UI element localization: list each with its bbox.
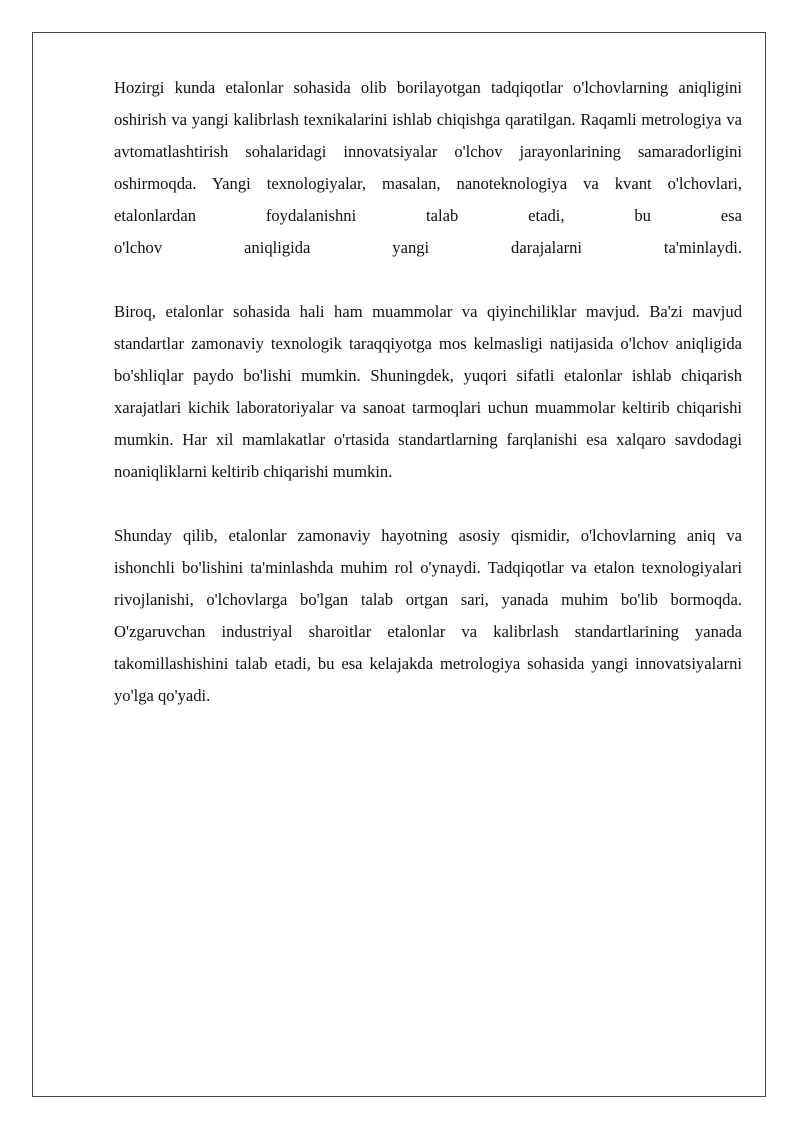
document-body	[114, 72, 742, 744]
paragraph-1	[114, 72, 742, 264]
paragraph-3: Shunday qilib, etalonlar zamonaviy hayotning asosiy qismidir, o'lchovlarning aniq va ishonchli bo'lishini ta'minlashda muhim rol o'ynaydi. Tadqiqotlar va etalon texnologiyalari rivojlanishi, o'lchovlarga bo'lgan talab ortgan sari, yanada muhim bo'lib bormoqda. O'zgaruvchan industriyal sharoitlar etalonlar va kalibrlash standartlarining yanada takomillashishini talab etadi, bu esa kelajakda metrologiya sohasida yangi innovatsiyalarni yo'lga qo'yadi.	[114, 526, 742, 705]
paragraph-2: Biroq, etalonlar sohasida hali ham muammolar va qiyinchiliklar mavjud. Ba'zi mavjud standartlar zamonaviy texnologik taraqqiyotga mos kelmasligi natijasida o'lchov aniqligida bo'shliqlar paydo bo'lishi mumkin. Shuningdek, yuqori sifatli etalonlar ishlab chiqarish xarajatlari kichik laboratoriyalar va sanoat tarmoqlari uchun muammolar keltirib chiqarishi mumkin. Har xil mamlakatlar o'rtasida standartlarning farqlanishi esa xalqaro savdodagi noaniqliklarni keltirib chiqarishi mumkin.	[114, 302, 742, 481]
paragraph-1-text: Hozirgi kunda etalonlar sohasida olib borilayotgan tadqiqotlar o'lchovlarning aniqligini oshirish va yangi kalibrlash texnikalarini ishlab chiqishga qaratilgan. Raqamli metrologiya va avtomatlashtirish sohalaridagi innovatsiyalar o'lchov jarayonlarining samaradorligini oshirmoqda. Yangi texnologiyalar, masalan, nanoteknologiya va kvant o'lchovlari, etalonlardan foydalanishni talab etadi, bu esa	[114, 78, 742, 225]
paragraph-1-last-line: o'lchov aniqligida yangi darajalarni ta'minlaydi.	[114, 238, 742, 257]
